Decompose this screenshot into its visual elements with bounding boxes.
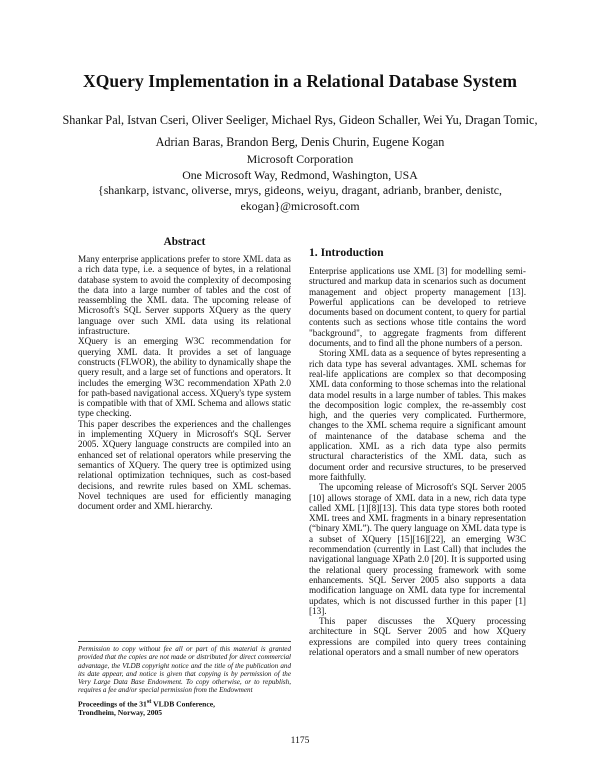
affiliation-emails-2: ekogan}@microsoft.com [240,198,360,213]
permission-notice [78,641,291,717]
intro-paragraph-1: Enterprise applications use XML [3] for modelling semi-structured and markup data in scenarios such as document management and object property management [13]. Powerful applications can be developed to retrieve documents based on document content, to query for partial contents such as sections whose title contains the word "background", to aggregate fragments from different documents, and to find all the phone numbers of a person. [309,266,526,349]
author-line-2: Adrian Baras, Brandon Berg, Denis Churin, Eugene Kogan [155,135,445,149]
left-column [78,236,291,511]
intro-paragraph-3: The upcoming release of Microsoft's SQL Server 2005 [10] allows storage of XML data in a new, rich data type called XML [1][8][13]. This data type stores both rooted XML trees and XML fragments in a binary representation (“binary XML”). The query language on XML data type is a subset of XQuery [15][16][22], an emerging W3C recommendation (currently in Last Call) that includes the navigational language XPath 2.0 [20]. It is supported using the relational query processing framework with some enhancements. SQL Server 2005 also supports a data modification language on XML data type for incremental updates, which is not discussed further in this paper [1][13]. [309,482,526,616]
proceedings-location: Trondheim, Norway, 2005 [78,708,163,718]
abstract-paragraph-3: This paper describes the experiences and the challenges in implementing XQuery in Microsoft's SQL Server 2005. XQuery language constructs are compiled into an enhanced set of relational operators while preserving the semantics of XQuery. The query tree is optimized using relational optimization techniques, such as cost-based decisions, and rewrite rules based on XML schemas. Novel techniques are used for efficiently managing document order and XML hierarchy. [78,418,291,512]
abstract-paragraph-2: XQuery is an emerging W3C recommendation for querying XML data. It provides a set of language constructs (FLWOR), the ability to dynamically shape the query result, and a large set of functions and operators. It includes the emerging W3C recommendation XPath 2.0 for path-based navigational access. XQuery's type system is compatible with that of XML Schema and allows static type checking. [78,336,291,419]
affiliation-address: One Microsoft Way, Redmond, Washington, USA [182,167,418,182]
intro-paragraph-2: Storing XML data as a sequence of bytes representing a rich data type has several advantages. XML schemas for real-life applications are complex so that decomposing XML data conforming to those schemas into the relational data model results in a large number of tables. This makes the decomposition logic complex, the re-assembly cost high, and the queries very complicated. Furthermore, changes to the XML schema require a significant amount of maintenance of the database schema and the application. XML as a rich data type also permits structural characteristics of the XML data, such as document order and recursive structures, to be preserved more faithfully. [309,348,526,482]
author-list [30,109,570,153]
proceedings-prefix: Proceedings of the 31 [78,699,147,709]
affiliation-org: Microsoft Corporation [246,152,354,166]
abstract-paragraph-1: Many enterprise applications prefer to store XML data as a rich data type, i.e. a sequence of bytes, in a relational database system to avoid the complexity of decomposing the data into a large number of tables and the cost of reassembling the XML data. The upcoming release of Microsoft's SQL Server supports XQuery as the query language over such XML data using its relational infrastructure. [78,254,291,337]
right-column [309,236,526,657]
introduction-heading: 1. Introduction [309,246,384,259]
proceedings-line [78,697,291,718]
abstract-heading: Abstract [163,236,206,248]
proceedings-suffix: VLDB Conference, [151,699,216,709]
page-number: 1175 [290,736,310,746]
paper-title: XQuery Implementation in a Relational Database System [82,71,518,91]
intro-paragraph-4: This paper discusses the XQuery processing architecture in SQL Server 2005 and how XQuery expressions are compiled into query trees containing relational operators and a small number of new operators [309,616,526,657]
proceedings-ordinal: st [146,697,152,705]
affiliation-emails-1: {shankarp, istvanc, oliverse, mrys, gideons, weiyu, dragant, adrianb, branber, denistc, [98,183,502,197]
affiliation [30,152,570,214]
permission-text: Permission to copy without fee all or part of this material is granted provided that the copies are not made or distributed for direct commercial advantage, the VLDB copyright notice and the title of the publication and its date appear, and notice is given that copying is by permission of the Very Large Data Base Endowment. To copy otherwise, or to republish, requires a fee and/or special permission from the Endowment [78,645,291,695]
author-line-1: Shankar Pal, Istvan Cseri, Oliver Seeliger, Michael Rys, Gideon Schaller, Wei Yu, Dragan Tomic, [62,113,538,127]
